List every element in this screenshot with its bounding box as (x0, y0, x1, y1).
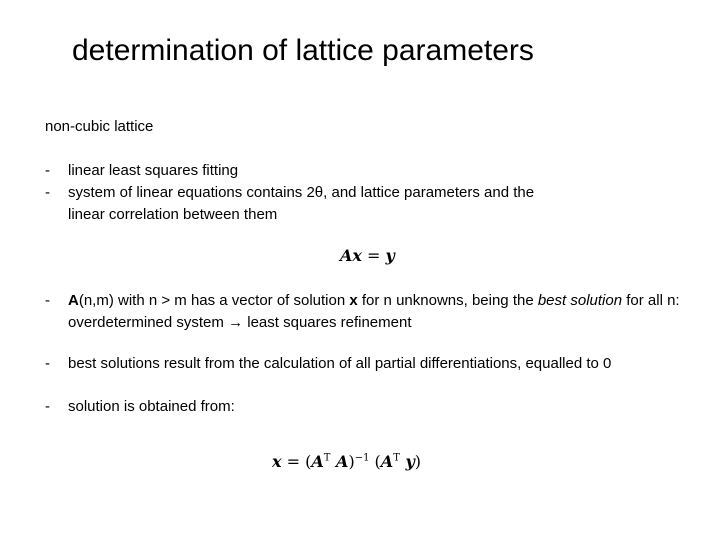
bullet-text (68, 290, 695, 334)
eq2-transpose: T (393, 452, 400, 464)
eq2-x: x (272, 452, 282, 471)
arrow-icon: → (228, 314, 244, 331)
slide-title: determination of lattice parameters (72, 34, 534, 67)
bullet-dash: - (45, 184, 50, 201)
eq2-a: A (311, 452, 324, 471)
text-segment: for n unknowns, being the (357, 292, 538, 309)
eq2-inverse: −1 (354, 452, 370, 464)
vector-x: x (349, 292, 358, 309)
text-segment: (n,m) with n > m has a vector of solution (78, 292, 350, 309)
bullet-text: linear least squares fitting (68, 162, 239, 179)
eq2-a: A (330, 452, 349, 471)
eq2-y: y (399, 452, 415, 471)
bullet-partial-differentiations (45, 353, 695, 375)
bullet-text: best solutions result from the calculation of all partial differentiations, equalled to 0 (68, 355, 612, 372)
equation-normal-solution (272, 452, 421, 471)
bullet-dash: - (45, 162, 50, 179)
bullet-linear-equations (45, 182, 565, 226)
slide-subtitle: non-cubic lattice (45, 118, 154, 135)
matrix-a: A (68, 292, 79, 309)
eq2-a: A (380, 452, 394, 471)
text-segment: least squares refinement (243, 314, 412, 331)
best-solution-italic: best solution (537, 292, 623, 309)
eq2-paren: ( (369, 452, 381, 471)
bullet-solution-obtained (45, 396, 695, 418)
eq2-transpose: T (323, 452, 331, 464)
eq2-paren: ) (348, 452, 355, 471)
bullet-dash: - (45, 355, 50, 372)
equation-lhs: Ax (340, 246, 362, 265)
equation-equals: = (361, 246, 386, 265)
eq2-paren: ) (414, 452, 421, 471)
bullet-text: solution is obtained from: (68, 398, 235, 415)
bullet-least-squares (45, 160, 695, 182)
equation-ax-equals-y (340, 246, 395, 265)
bullet-dash: - (45, 398, 50, 415)
bullet-dash: - (45, 292, 50, 309)
bullet-overdetermined (45, 290, 695, 334)
equation-rhs: y (385, 246, 395, 265)
text-segment: for all n: overdetermined system (68, 292, 680, 331)
eq2-equals: = ( (281, 452, 312, 471)
bullet-text: system of linear equations contains 2θ, and lattice parameters and the linear correlation between them (68, 184, 535, 223)
